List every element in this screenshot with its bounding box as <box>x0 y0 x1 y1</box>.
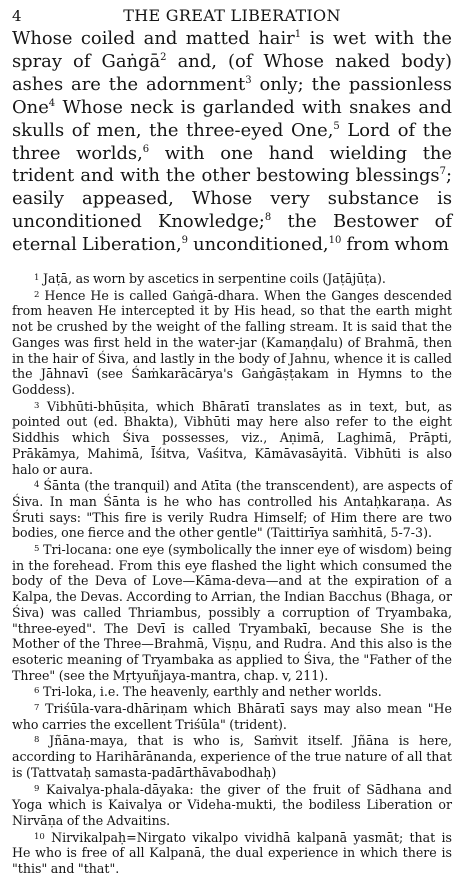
main-text-segment: ; easily appeased, Whose very substance is unconditioned Knowledge; <box>12 165 452 233</box>
footnote-1 <box>12 271 452 287</box>
footnote-3 <box>12 399 452 478</box>
main-text-segment: is wet with the spray of Gaṅgā <box>12 28 452 72</box>
main-text-segment: Whose coiled and matted hair <box>12 28 295 49</box>
footnote-text: Tri-locana: one eye (symbolically the inner eye of wisdom) being in the forehead. From this eye flashed the light which consumed the body of the Deva of Love—Kāma-deva—and at the expiration of a Kalpa, the Devas. According to Arrian, the Indian Bacchus (Bhaga, or Śiva) was called Thriambus, possibly a corruption of Tryambaka, "three-eyed". The Devī is called Tryambakī, because She is the Mother of the Three—Brahmā, Viṣṇu, and Rudra. And this also is the esoteric meaning of Tryambaka as applied to Śiva, the "Father of the Three" (see the Mṛtyuñjaya-mantra, chap. v, 211). <box>12 542 452 683</box>
footnote-number: 4 <box>34 480 40 491</box>
running-header <box>12 6 452 26</box>
footnote-text: Tri-loka, i.e. The heavenly, earthly and nether worlds. <box>42 684 382 700</box>
footnote-text: Jñāna-maya, that is who is, Saṁvit itself. Jñāna is here, according to Harihārānanda, experience of the true nature of all that is (Tattvataḥ samasta-padārthāvabodhaḥ) <box>12 733 452 780</box>
footnote-text: Śānta (the tranquil) and Atīta (the transcendent), are aspects of Śiva. In man Śānta is he who has controlled his Antaḥkaraṇa. As Śruti says: "This fire is verily Rudra Himself; of Him there are two bodies, one fierce and the other gentle" (Taittirīya saṁhitā, 5-7-3). <box>12 478 452 541</box>
main-text-segment: only; the passionless One <box>12 73 452 118</box>
footnote-text: Jaṭā, as worn by ascetics in serpentine coils (Jaṭājūṭa). <box>42 271 386 287</box>
footnote-6 <box>12 684 452 700</box>
footnote-number: 1 <box>34 273 40 284</box>
footnote-5 <box>12 542 452 683</box>
footnotes <box>12 271 452 877</box>
footnote-text: Vibhūti-bhūṣita, which Bhāratī translates as in text, but, as pointed out (ed. Bhakta), Vibhūti may here also refer to the eight Siddhis which Śiva possesses, viz., Aṇimā, Laghimā, Prāpti, Prākāmya, Mahimā, Īśitva, Vaśitva, Kāmāvasāyitā. Vibhūti is also halo or aura. <box>12 398 452 477</box>
main-text-segment: unconditioned, <box>188 234 329 256</box>
main-text-segment: Whose neck is garlanded with snakes and skulls of men, the three-eyed One, <box>12 96 452 141</box>
main-text-segment: and, (of Whose naked body) ashes are the adornment <box>12 50 453 95</box>
main-text-segment: with one hand wielding the trident and with the other bestowing blessings <box>12 142 452 187</box>
footnote-ref: 4 <box>48 97 56 109</box>
footnote-ref: 10 <box>328 235 342 247</box>
main-text-segment: from whom <box>341 234 449 256</box>
footnote-number: 9 <box>34 783 40 794</box>
footnote-number: 8 <box>34 735 40 746</box>
footnote-text: Hence He is called Gaṅgā-dhara. When the Ganges descended from heaven He intercepted it by His head, so that the earth might not be crushed by the weight of the falling stream. It is said that the Ganges was first held in the water-jar (Kamaṇḍalu) of Brahmā, then in the hair of Śiva, and lastly in the body of Jahnu, whence it is called the Jāhnavī (see Śaṁkarācārya's Gaṅgāṣṭakam in Hymns to the Goddess). <box>12 287 452 397</box>
footnote-text: Triśūla-vara-dhāriṇam which Bhāratī says may also mean "He who carries the excellent Triśūla" (trident). <box>12 701 452 732</box>
footnote-2 <box>12 288 452 398</box>
footnote-number: 6 <box>34 686 40 697</box>
footnote-number: 10 <box>34 831 45 842</box>
footnote-text: Nirvikalpaḥ=Nirgato vikalpo vividhā kalpanā yasmāt; that is He who is free of all Kalpanā, the dual experience in which there is "this" and "that". <box>12 829 452 877</box>
main-text-segment: the Bestower of eternal Liberation, <box>12 211 452 256</box>
footnote-ref: 6 <box>142 143 150 155</box>
footnote-8 <box>12 733 452 780</box>
footnote-7 <box>12 701 452 732</box>
footnote-number: 5 <box>34 544 40 555</box>
footnote-number: 3 <box>34 400 40 411</box>
footnote-ref: 3 <box>245 74 252 86</box>
footnote-10 <box>12 830 452 877</box>
footnote-4 <box>12 478 452 541</box>
footnote-9 <box>12 782 452 829</box>
footnote-number: 2 <box>34 289 40 300</box>
footnote-number: 7 <box>34 703 40 714</box>
footnote-ref: 8 <box>264 212 272 224</box>
running-title: THE GREAT LIBERATION <box>123 6 341 25</box>
footnote-text: Kaivalya-phala-dāyaka: the giver of the fruit of Sādhana and Yoga which is Kaivalya or Videha-mukti, the bodiless Liberation or Nirvāṇa of the Advaitins. <box>12 781 452 828</box>
main-text <box>12 28 452 257</box>
page-number: 4 <box>12 7 22 25</box>
footnote-ref: 9 <box>181 235 189 247</box>
footnote-ref: 5 <box>333 120 340 132</box>
footnote-ref: 1 <box>294 29 302 41</box>
footnote-ref: 2 <box>160 51 167 63</box>
footnote-ref: 7 <box>439 166 446 178</box>
main-text-segment: Lord of the three worlds, <box>12 119 453 164</box>
